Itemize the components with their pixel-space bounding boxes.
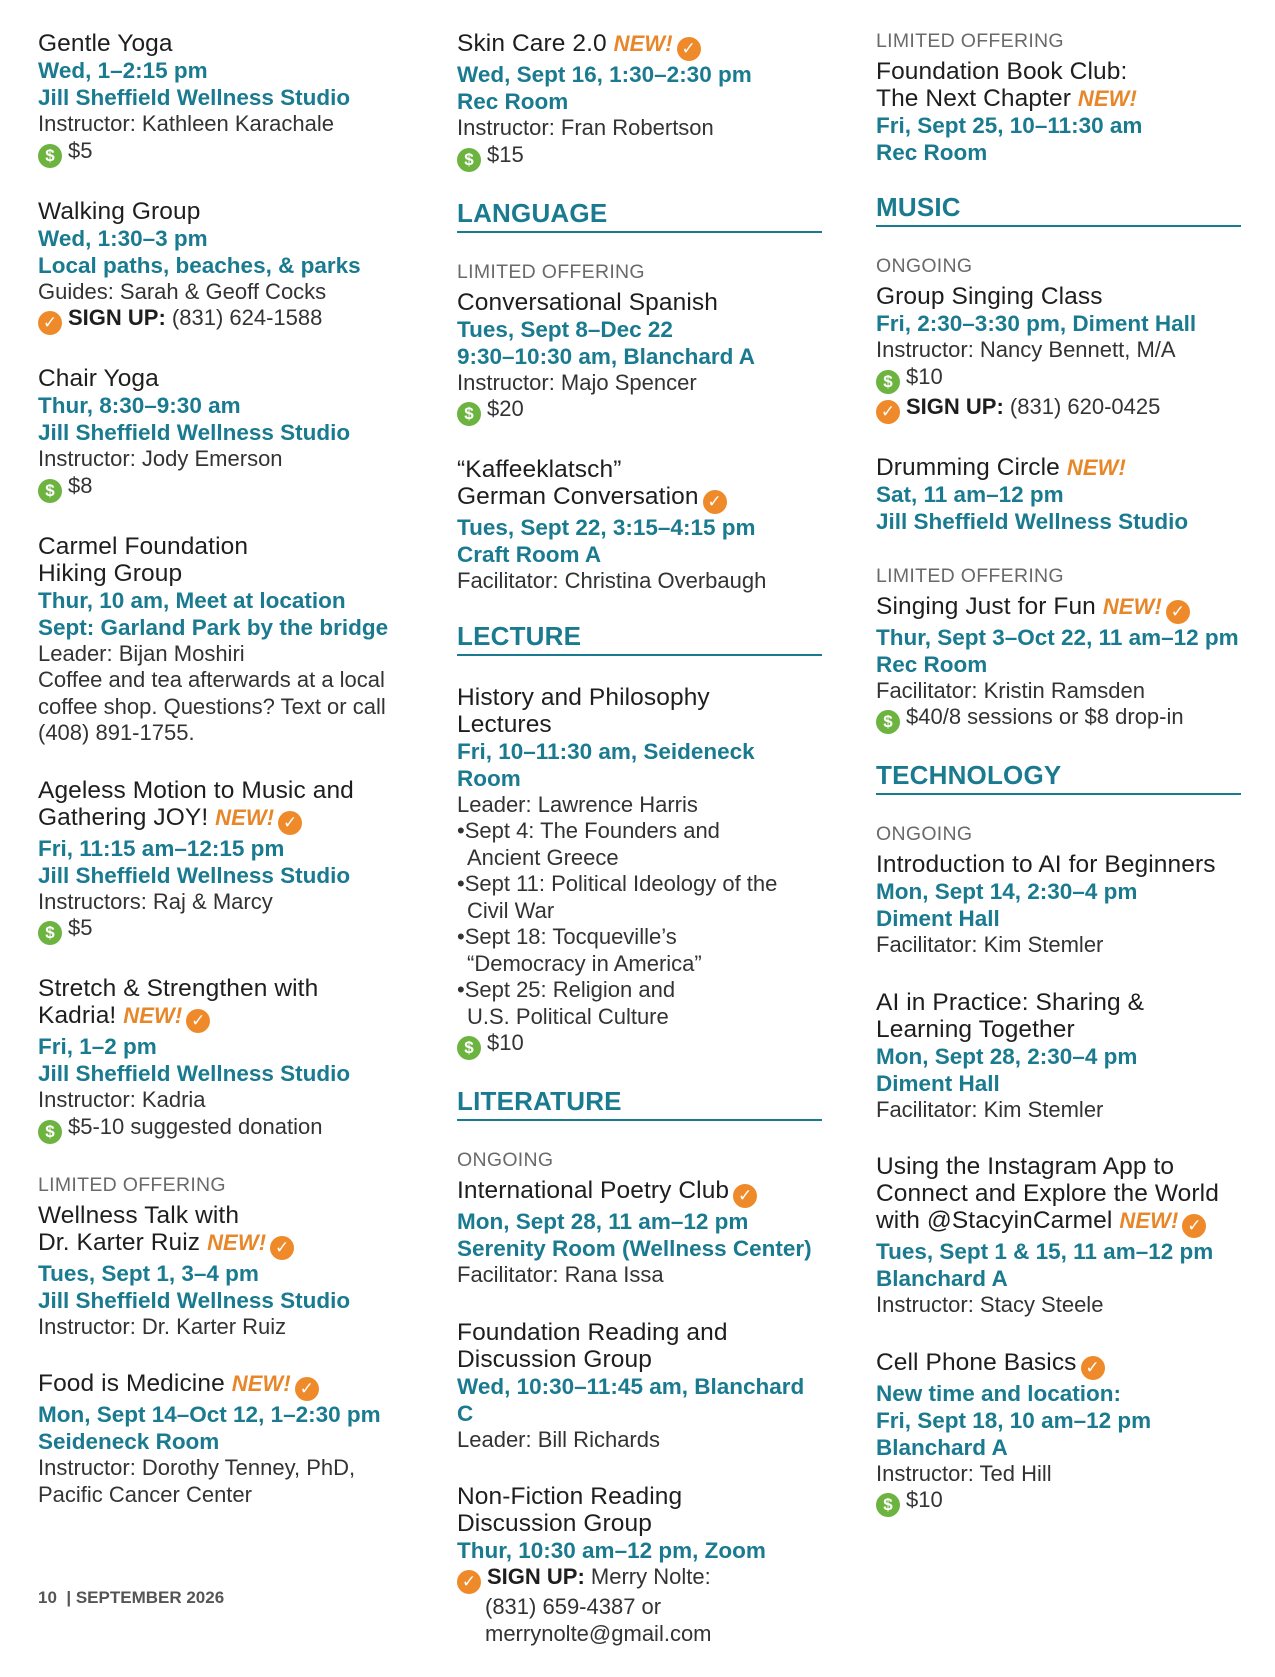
new-badge: NEW!	[123, 1003, 183, 1028]
section-literature: LITERATURE	[457, 1086, 822, 1121]
event-title: Conversational Spanish	[457, 288, 718, 316]
dollar-icon: $	[876, 710, 900, 734]
event-leader: Leader: Bijan Moshiri	[38, 640, 245, 666]
event-title: History and Philosophy	[457, 683, 710, 711]
column-3	[876, 30, 1241, 1547]
new-badge: NEW!	[1066, 454, 1126, 480]
event-title: Wellness Talk with	[38, 1201, 240, 1229]
price-text: $20	[487, 396, 524, 421]
title-text: International Poetry Club	[457, 1177, 730, 1204]
check-icon: ✓	[1081, 1356, 1105, 1380]
lecture-bullet-cont: U.S. Political Culture	[467, 1003, 669, 1029]
signup-label: SIGN UP:	[68, 305, 166, 330]
ongoing-label: ONGOING	[876, 823, 973, 845]
event-title	[457, 1177, 822, 1208]
lecture-bullet: •Sept 25: Religion and	[457, 977, 676, 1002]
event-cell-phone	[876, 1349, 1241, 1518]
event-title-line3	[876, 1207, 1241, 1238]
price-text: $10	[906, 1487, 943, 1512]
event-location: Serenity Room (Wellness Center)	[457, 1236, 812, 1261]
dollar-icon: $	[457, 1036, 481, 1060]
price-text: $15	[487, 141, 524, 167]
event-title: Chair Yoga	[38, 365, 159, 392]
event-price	[38, 138, 418, 168]
event-instructor: Instructor: Nancy Bennett, M/A	[876, 337, 1176, 362]
event-signup	[876, 394, 1241, 424]
event-location: Jill Sheffield Wellness Studio	[38, 85, 351, 110]
title-text: The Next Chapter	[876, 85, 1078, 112]
check-icon: ✓	[876, 400, 900, 424]
column-1	[38, 30, 418, 1538]
event-title	[876, 593, 1241, 624]
price-text: $8	[68, 472, 93, 498]
section-lecture: LECTURE	[457, 621, 822, 656]
limited-offering-label: LIMITED OFFERING	[457, 260, 645, 283]
event-location: Jill Sheffield Wellness Studio	[876, 508, 1189, 534]
event-location: Blanchard A	[876, 1266, 1008, 1291]
check-icon: ✓	[278, 811, 302, 835]
dollar-icon: $	[457, 148, 481, 172]
check-icon: ✓	[703, 490, 727, 514]
event-note: Coffee and tea afterwards at a local	[38, 667, 385, 692]
lecture-bullet: •Sept 11: Political Ideology of the	[457, 871, 778, 896]
price-text: $10	[487, 1030, 524, 1055]
event-location: Diment Hall	[876, 1070, 1000, 1096]
event-instructor: Instructor: Fran Robertson	[457, 115, 714, 140]
limited-offering-label: LIMITED OFFERING	[38, 1173, 226, 1196]
event-time: Fri, 11:15 am–12:15 pm	[38, 835, 285, 861]
event-title: Foundation Reading and	[457, 1318, 728, 1346]
event-time: Thur, 8:30–9:30 am	[38, 393, 241, 418]
dollar-icon: $	[38, 144, 62, 168]
title-text: Cell Phone Basics	[876, 1348, 1077, 1376]
event-title: Using the Instagram App to	[876, 1153, 1175, 1180]
event-price	[457, 1030, 822, 1060]
price-text: $5	[68, 137, 93, 163]
event-time: Sat, 11 am–12 pm	[876, 481, 1064, 507]
event-title: Group Singing Class	[876, 283, 1103, 310]
event-title: AI in Practice: Sharing &	[876, 988, 1145, 1016]
event-facilitator: Facilitator: Rana Issa	[457, 1262, 664, 1287]
event-location: Blanchard A	[876, 1434, 1008, 1460]
event-time: Tues, Sept 22, 3:15–4:15 pm	[457, 515, 756, 540]
event-leader: Leader: Lawrence Harris	[457, 791, 698, 817]
new-badge: NEW!	[1119, 1208, 1179, 1233]
lecture-bullet-cont: Civil War	[467, 897, 555, 923]
check-icon: ✓	[733, 1184, 757, 1208]
event-price	[38, 1114, 418, 1144]
event-time: Wed, 1:30–3 pm	[38, 225, 208, 251]
event-time: Tues, Sept 1, 3–4 pm	[38, 1260, 259, 1286]
check-icon: ✓	[270, 1236, 294, 1260]
signup-phone: (831) 659-4387 or	[485, 1594, 662, 1619]
event-time: Thur, 10:30 am–12 pm, Zoom	[457, 1538, 766, 1563]
event-location: Jill Sheffield Wellness Studio	[38, 1287, 351, 1313]
check-icon: ✓	[677, 37, 701, 61]
event-poetry-club	[457, 1177, 822, 1289]
event-time: Tues, Sept 1 & 15, 11 am–12 pm	[876, 1239, 1214, 1264]
new-badge: NEW!	[231, 1371, 291, 1396]
title-text: Drumming Circle	[876, 453, 1067, 481]
title-text: Gathering JOY!	[38, 803, 216, 831]
title-text: Food is Medicine	[38, 1370, 232, 1397]
event-nonfiction	[457, 1483, 822, 1647]
event-signup	[457, 1564, 822, 1594]
event-ai-intro	[876, 851, 1241, 959]
page-footer: 10 | SEPTEMBER 2026	[38, 1588, 225, 1607]
event-price	[457, 142, 822, 172]
section-technology: TECHNOLOGY	[876, 760, 1241, 795]
event-instructor: Instructor: Ted Hill	[876, 1460, 1052, 1486]
event-title: Foundation Book Club:	[876, 58, 1128, 85]
dollar-icon: $	[38, 1120, 62, 1144]
event-title-line2: Lectures	[457, 710, 552, 738]
ongoing-label: ONGOING	[457, 1149, 554, 1171]
event-location: Seideneck Room	[38, 1429, 220, 1454]
new-badge: NEW!	[1102, 593, 1162, 619]
event-drumming-circle	[876, 454, 1241, 535]
event-price	[876, 364, 1241, 394]
new-badge: NEW!	[613, 31, 673, 56]
event-facilitator: Facilitator: Kim Stemler	[876, 932, 1104, 957]
event-gentle-yoga	[38, 30, 418, 168]
event-instructor: Instructor: Majo Spencer	[457, 369, 697, 395]
price-text: $5-10 suggested donation	[68, 1113, 323, 1139]
event-location: Sept: Garland Park by the bridge	[38, 614, 389, 640]
event-title: Carmel Foundation	[38, 532, 249, 560]
event-hiking-group	[38, 533, 418, 747]
dollar-icon: $	[876, 370, 900, 394]
check-icon: ✓	[186, 1009, 210, 1033]
check-icon: ✓	[1182, 1214, 1206, 1238]
title-text: German Conversation	[457, 483, 699, 510]
event-time: Fri, 2:30–3:30 pm, Diment Hall	[876, 311, 1197, 336]
event-instructor: Instructor: Jody Emerson	[38, 446, 283, 471]
dollar-icon: $	[38, 479, 62, 503]
event-title-line2: Discussion Group	[457, 1345, 652, 1373]
event-food-is-medicine	[38, 1370, 418, 1508]
event-title	[876, 1349, 1241, 1380]
event-title: Ageless Motion to Music and	[38, 776, 354, 804]
signup-phone: (831) 624-1588	[165, 305, 323, 330]
event-title-line2	[38, 1229, 418, 1260]
event-facilitator: Facilitator: Kristin Ramsden	[876, 677, 1145, 703]
dollar-icon: $	[38, 921, 62, 945]
signup-name: Merry Nolte:	[584, 1564, 711, 1589]
event-price	[876, 704, 1241, 734]
event-location: Jill Sheffield Wellness Studio	[38, 1061, 351, 1086]
title-text: Kadria!	[38, 1002, 124, 1029]
event-german	[457, 456, 822, 595]
limited-offering-label: LIMITED OFFERING	[876, 30, 1064, 52]
event-ageless-motion	[38, 777, 418, 946]
event-history-philosophy	[457, 684, 822, 1061]
event-instructor-line2: Pacific Cancer Center	[38, 1481, 252, 1507]
event-facilitator: Facilitator: Kim Stemler	[876, 1096, 1104, 1122]
event-reading-group	[457, 1319, 822, 1454]
column-2	[457, 30, 822, 1677]
event-instructor: Instructors: Raj & Marcy	[38, 888, 273, 914]
event-time: Mon, Sept 28, 11 am–12 pm	[457, 1209, 749, 1234]
title-text: Singing Just for Fun	[876, 592, 1103, 620]
signup-phone: (831) 620-0425	[1003, 393, 1161, 419]
signup-label: SIGN UP:	[906, 393, 1004, 419]
event-time: Wed, Sept 16, 1:30–2:30 pm	[457, 62, 752, 87]
event-location: Local paths, beaches, & parks	[38, 252, 361, 278]
event-note: (408) 891-1755.	[38, 720, 195, 745]
event-location: Craft Room A	[457, 542, 602, 567]
event-walking-group	[38, 198, 418, 336]
event-title: “Kaffeeklatsch”	[457, 456, 622, 483]
event-title-line2: Learning Together	[876, 1015, 1075, 1043]
event-time: Mon, Sept 14–Oct 12, 1–2:30 pm	[38, 1402, 381, 1427]
event-location: Rec Room	[457, 89, 569, 114]
event-location: Rec Room	[876, 140, 988, 165]
event-facilitator: Facilitator: Christina Overbaugh	[457, 568, 767, 593]
event-group-singing	[876, 283, 1241, 424]
title-text: with @StacyinCarmel	[876, 1207, 1120, 1234]
event-location: Diment Hall	[876, 906, 1000, 931]
event-instructor: Instructor: Kadria	[38, 1087, 206, 1112]
price-text: $10	[906, 363, 943, 389]
event-wellness-talk	[38, 1202, 418, 1341]
event-title	[38, 1370, 418, 1401]
event-instructor: Instructor: Dorothy Tenney, PhD,	[38, 1455, 356, 1480]
check-icon: ✓	[1166, 600, 1190, 624]
price-text: $5	[68, 915, 93, 940]
check-icon: ✓	[38, 311, 62, 335]
event-singing-fun	[876, 593, 1241, 735]
event-ai-practice	[876, 989, 1241, 1124]
event-stretch-strengthen	[38, 975, 418, 1144]
new-badge: NEW!	[1077, 86, 1137, 111]
event-location: 9:30–10:30 am, Blanchard A	[457, 343, 756, 369]
event-leader: Leader: Bill Richards	[457, 1426, 660, 1452]
check-icon: ✓	[295, 1377, 319, 1401]
event-time: Fri, 1–2 pm	[38, 1034, 157, 1059]
event-skin-care	[457, 30, 822, 172]
new-badge: NEW!	[207, 1229, 267, 1255]
event-time: Wed, 1–2:15 pm	[38, 58, 208, 83]
event-instructor: Instructor: Kathleen Karachale	[38, 111, 334, 136]
section-language: LANGUAGE	[457, 198, 822, 233]
title-text: Dr. Karter Ruiz	[38, 1228, 208, 1256]
event-title	[457, 30, 822, 61]
event-title-line2	[38, 804, 418, 835]
event-time: Thur, Sept 3–Oct 22, 11 am–12 pm	[876, 624, 1239, 650]
event-signup	[38, 305, 418, 335]
event-price	[876, 1487, 1241, 1517]
event-time: Tues, Sept 8–Dec 22	[457, 316, 673, 342]
event-location: Jill Sheffield Wellness Studio	[38, 420, 351, 445]
event-instructor: Instructor: Dr. Karter Ruiz	[38, 1313, 287, 1339]
event-title-line2	[876, 85, 1241, 112]
event-price	[457, 396, 822, 426]
event-note: coffee shop. Questions? Text or call	[38, 693, 386, 719]
event-book-club	[876, 58, 1241, 166]
ongoing-label: ONGOING	[876, 255, 973, 277]
event-location: Jill Sheffield Wellness Studio	[38, 862, 351, 888]
event-time: Thur, 10 am, Meet at location	[38, 587, 346, 613]
event-title: Stretch & Strengthen with	[38, 975, 319, 1002]
dollar-icon: $	[457, 402, 481, 426]
limited-offering-label: LIMITED OFFERING	[876, 564, 1064, 587]
event-title-line2	[38, 1002, 418, 1033]
event-guides: Guides: Sarah & Geoff Cocks	[38, 278, 327, 304]
event-time: Fri, 10–11:30 am, Seideneck Room	[457, 738, 755, 791]
section-music: MUSIC	[876, 192, 1241, 227]
title-text: Skin Care 2.0	[457, 30, 614, 57]
event-note: New time and location:	[876, 1380, 1122, 1406]
event-title	[876, 454, 1241, 481]
event-chair-yoga	[38, 365, 418, 503]
event-instructor: Instructor: Stacy Steele	[876, 1292, 1104, 1317]
event-time: Fri, Sept 18, 10 am–12 pm	[876, 1407, 1152, 1433]
event-title: Non-Fiction Reading	[457, 1483, 683, 1510]
event-title: Introduction to AI for Beginners	[876, 851, 1216, 878]
event-title-line2	[457, 483, 822, 514]
lecture-bullet: •Sept 4: The Founders and	[457, 818, 720, 843]
lecture-bullet: •Sept 18: Tocqueville’s	[457, 924, 677, 949]
event-spanish	[457, 289, 822, 427]
event-location: Rec Room	[876, 651, 988, 677]
event-price	[38, 473, 418, 503]
event-time: Wed, 10:30–11:45 am, Blanchard C	[457, 1373, 805, 1426]
event-time: Mon, Sept 28, 2:30–4 pm	[876, 1043, 1138, 1069]
dollar-icon: $	[876, 1493, 900, 1517]
signup-email: merrynolte@gmail.com	[485, 1620, 712, 1646]
new-badge: NEW!	[215, 804, 275, 830]
check-icon: ✓	[457, 1570, 481, 1594]
event-title-line2: Connect and Explore the World	[876, 1180, 1219, 1207]
event-price	[38, 915, 418, 945]
event-time: Mon, Sept 14, 2:30–4 pm	[876, 879, 1138, 904]
event-title: Gentle Yoga	[38, 30, 173, 57]
event-title-line2: Discussion Group	[457, 1510, 652, 1537]
event-title-line2: Hiking Group	[38, 559, 183, 587]
event-time: Fri, Sept 25, 10–11:30 am	[876, 113, 1143, 138]
event-title: Walking Group	[38, 197, 201, 225]
lecture-bullet-cont: “Democracy in America”	[467, 950, 702, 976]
signup-label: SIGN UP:	[487, 1564, 585, 1589]
price-text: $40/8 sessions or $8 drop-in	[906, 704, 1184, 729]
event-instagram	[876, 1153, 1241, 1319]
lecture-bullet-cont: Ancient Greece	[467, 844, 619, 870]
